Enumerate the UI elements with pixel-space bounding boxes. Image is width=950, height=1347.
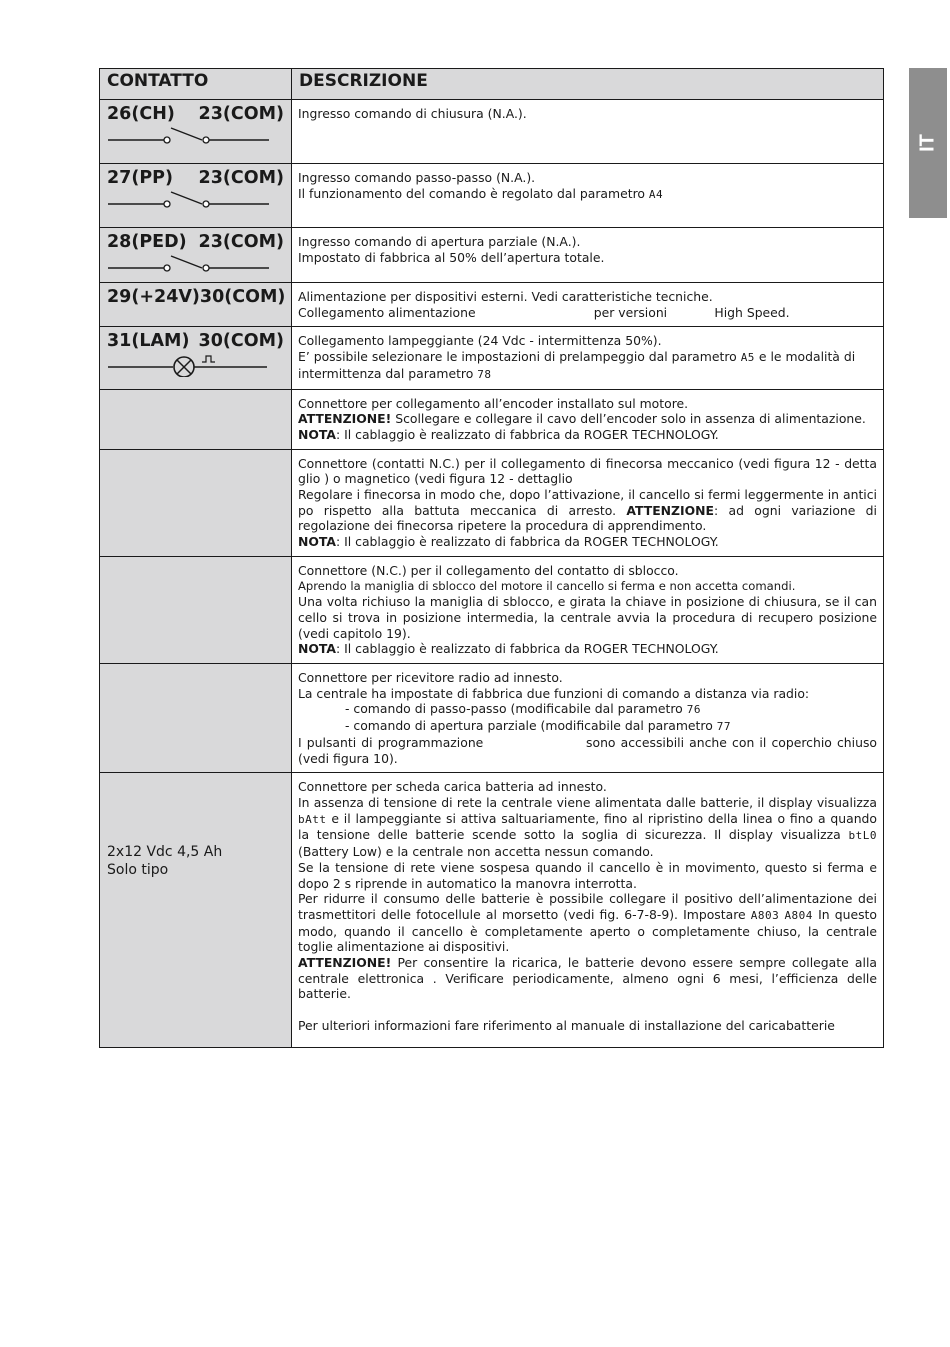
terminal-left: 27(PP) bbox=[107, 168, 174, 188]
display-code: bAtt bbox=[298, 812, 327, 826]
description-cell bbox=[292, 449, 884, 556]
battery-spec: 2x12 Vdc 4,5 Ah bbox=[107, 844, 223, 861]
lamp-icon bbox=[106, 353, 276, 377]
table-row bbox=[100, 283, 884, 327]
description-cell bbox=[292, 389, 884, 449]
description-line: - comando di apertura parziale (modificabile dal parametro 77 bbox=[345, 718, 732, 734]
contact-cell bbox=[100, 327, 292, 389]
display-code: btL0 bbox=[848, 829, 877, 843]
description-line: NOTA: Il cablaggio è realizzato di fabbrica da ROGER TECHNOLOGY. bbox=[298, 641, 719, 657]
table-row bbox=[100, 164, 884, 228]
description-line: Per ridurre il consumo delle batterie è possibile collegare il positivo dell’alimentazione dei trasmettitori delle fotocellule al morsetto (vedi fig. 6-7-8-9). Impostare A803 A804 In questo modo, quando il cancello è completamente aperto o completamente chiuso, la centrale toglie alimentazione ai dispositivi. bbox=[298, 891, 877, 955]
description-cell bbox=[292, 228, 884, 283]
description-line: ATTENZIONE! Scollegare e collegare il cavo dell’encoder solo in assenza di alimentazione. bbox=[298, 411, 866, 427]
parameter-code: 78 bbox=[477, 367, 492, 381]
description-line: Il funzionamento del comando è regolato dal parametro A4 bbox=[298, 185, 664, 201]
connections-table bbox=[99, 68, 884, 1048]
description-cell bbox=[292, 664, 884, 773]
description-line: Ingresso comando di chiusura (N.A.). bbox=[298, 106, 527, 121]
description-line: Alimentazione per dispositivi esterni. Vedi caratteristiche tecniche. bbox=[298, 289, 713, 304]
contact-cell bbox=[100, 556, 292, 663]
contact-cell bbox=[100, 773, 292, 1048]
battery-type: Solo tipo bbox=[107, 862, 169, 879]
description-cell bbox=[292, 283, 884, 327]
display-code: A803 bbox=[750, 908, 780, 922]
description-line: Collegamento alimentazione per versioni High Speed. bbox=[298, 304, 790, 320]
contact-cell bbox=[100, 389, 292, 449]
description-line: Una volta richiuso la maniglia di sblocco, e girata la chiave in posizione di chiusura, se il can cello si trova in posizione intermedia, la centrale avvia la procedura di recupero posizione (vedi capitolo 19). bbox=[298, 594, 877, 641]
terminal-left: 26(CH) bbox=[107, 104, 175, 124]
description-line: Per ulteriori informazioni fare riferimento al manuale di installazione del caricabatterie bbox=[298, 1018, 835, 1034]
table-row bbox=[100, 100, 884, 164]
terminal-left: 31(LAM) bbox=[107, 331, 190, 352]
description-cell bbox=[292, 100, 884, 164]
terminal-right: 23(COM) bbox=[198, 232, 284, 252]
description-line: Connettore (N.C.) per il collegamento del contatto di sblocco. bbox=[298, 562, 679, 578]
contact-cell bbox=[100, 100, 292, 164]
display-code: A804 bbox=[784, 908, 813, 922]
description-cell bbox=[292, 164, 884, 228]
description-line: E’ possibile selezionare le impostazioni di prelampeggio dal parametro A5 e le modalità di bbox=[298, 349, 856, 365]
terminal-left: 29(+24V) bbox=[107, 287, 200, 307]
header-contact: CONTATTO bbox=[100, 69, 292, 100]
contact-cell bbox=[100, 164, 292, 228]
parameter-code: A5 bbox=[740, 351, 755, 365]
description-line: La centrale ha impostate di fabbrica due funzioni di comando a distanza via radio: bbox=[298, 685, 810, 701]
terminal-left: 28(PED) bbox=[107, 232, 187, 252]
no-switch-icon bbox=[106, 126, 276, 148]
terminal-right: 30(COM) bbox=[199, 287, 286, 307]
no-switch-icon bbox=[106, 254, 276, 276]
description-line: ATTENZIONE! Per consentire la ricarica, le batterie devono essere sempre collegate alla centrale elettronica . Verificare periodicamente, almeno ogni 6 mesi, l’efficienza delle batterie. bbox=[298, 955, 877, 1002]
description-line: Connettore per scheda carica batteria ad innesto. bbox=[298, 779, 607, 795]
parameter-code: A4 bbox=[648, 187, 664, 201]
description-line: Ingresso comando passo-passo (N.A.). bbox=[298, 170, 536, 185]
description-cell bbox=[292, 556, 884, 663]
description-line: I pulsanti di programmazione sono accessibili anche con il coperchio chiuso (vedi figura 10). bbox=[298, 734, 881, 766]
description-line: Ingresso comando di apertura parziale (N.A.). bbox=[298, 234, 581, 249]
description-line: Connettore (contatti N.C.) per il collegamento di finecorsa meccanico (vedi figura 12 - detta glio ) o magnetico (vedi figura 12 - dettaglio bbox=[298, 455, 877, 487]
table-row bbox=[100, 664, 884, 773]
parameter-code: 76 bbox=[686, 703, 701, 717]
description-line: Connettore per ricevitore radio ad innesto. bbox=[298, 670, 563, 686]
description-line: - comando di passo-passo (modificabile dal parametro 76 bbox=[345, 701, 701, 717]
header-description: DESCRIZIONE bbox=[292, 69, 884, 100]
description-line: Collegamento lampeggiante (24 Vdc - intermittenza 50%). bbox=[298, 333, 662, 349]
description-line: Aprendo la maniglia di sblocco del motore il cancello si ferma e non accetta comandi. bbox=[298, 578, 796, 593]
description-line: NOTA: Il cablaggio è realizzato di fabbrica da ROGER TECHNOLOGY. bbox=[298, 534, 719, 550]
description-line: intermittenza dal parametro 78 bbox=[298, 365, 492, 381]
terminal-right: 23(COM) bbox=[198, 104, 284, 124]
table-row bbox=[100, 327, 884, 389]
parameter-code: 77 bbox=[716, 720, 732, 734]
description-line: In assenza di tensione di rete la centrale viene alimentata dalle batterie, il display visualizza bAtt e il lampeggiante si attiva saltuariamente, fino al ripristino della linea o fino a quando la tensione delle batterie scende sotto la soglia di sicurezza. Il display visualizza btL0 (Battery Low) e la centrale non accetta nessun comando. bbox=[298, 794, 877, 860]
description-cell bbox=[292, 773, 884, 1048]
description-line: Se la tensione di rete viene sospesa quando il cancello è in movimento, questo si ferma e dopo 2 s riprende in automatico la manovra interrotta. bbox=[298, 859, 877, 891]
description-line: Connettore per collegamento all’encoder installato sul motore. bbox=[298, 395, 689, 411]
description-line: NOTA: Il cablaggio è realizzato di fabbrica da ROGER TECHNOLOGY. bbox=[298, 426, 719, 442]
table-row bbox=[100, 773, 884, 1048]
terminal-right: 23(COM) bbox=[198, 168, 284, 188]
table-row bbox=[100, 228, 884, 283]
terminal-right: 30(COM) bbox=[198, 331, 284, 352]
table-row bbox=[100, 449, 884, 556]
language-tab bbox=[909, 68, 947, 218]
description-line: Impostato di fabbrica al 50% dell’apertura totale. bbox=[298, 249, 605, 265]
table-header-row bbox=[100, 69, 884, 100]
language-tab-label: IT bbox=[916, 134, 939, 152]
contact-cell bbox=[100, 664, 292, 773]
contact-cell bbox=[100, 449, 292, 556]
contact-cell bbox=[100, 283, 292, 327]
table-row bbox=[100, 556, 884, 663]
table-row bbox=[100, 389, 884, 449]
description-cell bbox=[292, 327, 884, 389]
contact-cell bbox=[100, 228, 292, 283]
no-switch-icon bbox=[106, 190, 276, 212]
description-line: Regolare i finecorsa in modo che, dopo l’attivazione, il cancello si fermi leggermente in antici po rispetto alla battuta meccanica di arresto. ATTENZIONE: ad ogni variazione di regolazione dei finecorsa ripetere la procedura di apprendimento. bbox=[298, 487, 877, 534]
